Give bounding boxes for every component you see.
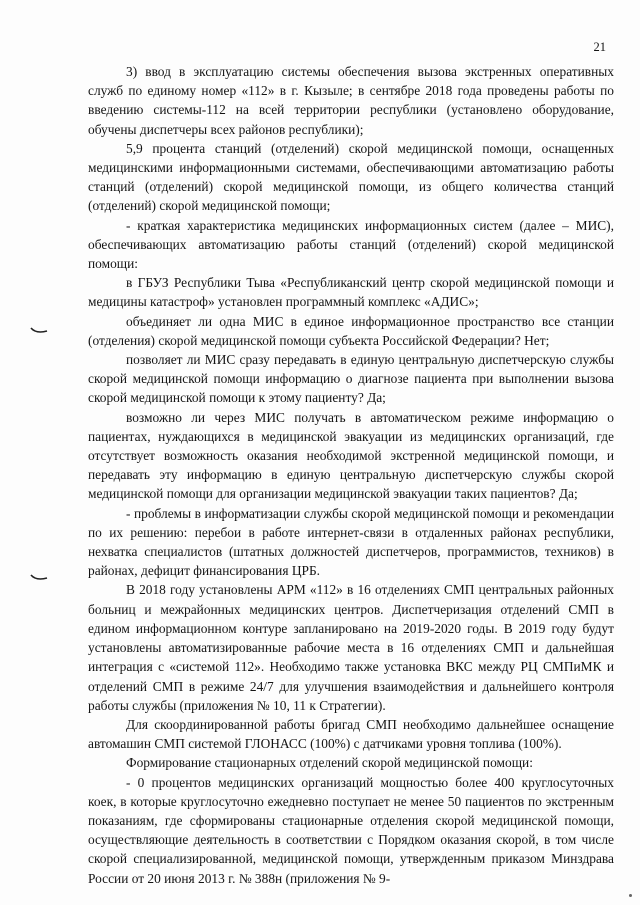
- margin-mark: [30, 574, 48, 582]
- page-number: 21: [593, 40, 606, 54]
- paragraph: - 0 процентов медицинских организаций мощностью более 400 круглосуточных коек, в которые круглосуточно ежедневно поступает не менее 50 пациентов по экстренным показаниям, где сформированы стационарные отделения скорой медицинской помощи, осуществляющие деятельность в соответствии с Порядком оказания скорой, в том числе скорой специализированной, медицинской помощи, утвержденным приказом Минздрава России от 20 июня 2013 г. № 388н (приложения № 9-: [88, 774, 614, 886]
- paragraph: В 2018 году установлены АРМ «112» в 16 отделениях СМП центральных районных больниц и межрайонных медицинских центров. Диспетчеризация отделений СМП в едином информационном контуре запланировано на 2019-2020 годы. В 2019 году будут установлены автоматизированные рабочие места в 16 отделениях СМП и дальнейшая интеграция с «системой 112». Необходимо также установка ВКС между РЦ СМПиМК и отделений СМП в режиме 24/7 для улучшения взаимодействия и дальнейшего контроля работы службы (приложения № 10, 11 к Стратегии).: [88, 582, 614, 713]
- paragraph: позволяет ли МИС сразу передавать в единую центральную диспетчерскую службы скорой медицинской помощи информацию о диагнозе пациента при выполнении вызова скорой медицинской помощи к этому пациенту? Да;: [88, 352, 614, 406]
- document-body: [88, 62, 614, 888]
- paragraph: возможно ли через МИС получать в автоматическом режиме информацию о пациентах, нуждающихся в медицинской эвакуации из медицинских организаций, где отсутствует возможность оказания необходимой экстренной медицинской помощи, и передавать эту информацию в единую центральную диспетчерскую службы скорой медицинской помощи для организации медицинской эвакуации таких пациентов? Да;: [88, 409, 614, 502]
- paragraph: Формирование стационарных отделений скорой медицинской помощи:: [126, 755, 533, 771]
- paragraph: в ГБУЗ Республики Тыва «Республиканский центр скорой медицинской помощи и медицины катастроф» установлен программный комплекс «АДИС»;: [88, 275, 614, 310]
- paragraph: Для скоординированной работы бригад СМП необходимо дальнейшее оснащение автомашин СМП системой ГЛОНАСС (100%) с датчиками уровня топлива (100%).: [88, 716, 614, 752]
- paragraph: 3) ввод в эксплуатацию системы обеспечения вызова экстренных оперативных служб по единому номер «112» в г. Кызыле; в сентябре 2018 года проведены работы по введению системы-112 на всей территории республики (установлено оборудование, обучены диспетчеры всех районов республики);: [88, 64, 614, 137]
- paragraph: - проблемы в информатизации службы скорой медицинской помощи и рекомендации по их решению: перебои в работе интернет-связи в отдаленных районах республики, нехватка специалистов (штатных должностей диспетчеров, программистов, техников) в районах, дефицит финансирования ЦРБ.: [88, 505, 614, 579]
- paragraph: - краткая характеристика медицинских информационных систем (далее – МИС), обеспечивающих автоматизацию работы станций (отделений) скорой медицинской помощи:: [88, 217, 614, 272]
- margin-mark: [30, 327, 48, 335]
- scan-speck: [629, 894, 632, 897]
- paragraph: 5,9 процента станций (отделений) скорой медицинской помощи, оснащенных медицинскими информационными системами, обеспечивающими автоматизацию работы станций (отделений) скорой медицинской помощи, из общего количества станций (отделений) скорой медицинской помощи;: [88, 140, 614, 214]
- paragraph: объединяет ли одна МИС в единое информационное пространство все станции (отделения) скорой медицинской помощи субъекта Российской Федерации? Нет;: [88, 313, 614, 348]
